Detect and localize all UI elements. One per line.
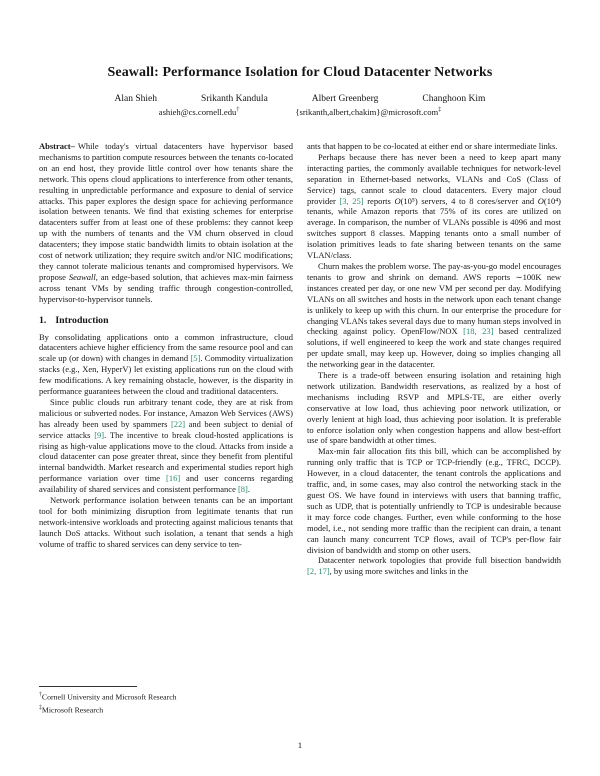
- paragraph: Datacenter network topologies that provide full bisection bandwidth [2, 17], by using more switches and links in the: [307, 555, 561, 577]
- paragraph: By consolidating applications onto a common infrastructure, cloud datacenters achieve higher efficiency from the same resource pool and can scale up (or down) with changes in demand [5]. Commodity virtualization stacks (e.g., Xen, HyperV) let existing applications run on the cloud with few modifications. A key remaining obstacle, however, is the disparity in performance guarantees between the cloud and traditional datacenters.: [39, 331, 293, 397]
- emails-row: [39, 107, 561, 117]
- section-title: Introduction: [55, 314, 109, 326]
- abstract-label: Abstract–: [39, 141, 75, 151]
- paragraph: Max-min fair allocation fits this bill, which can be accomplished by running only traffic that is TCP or TCP-friendly (e.g., TFRC, DCCP). However, in a cloud datacenter, the tenant controls the applications and traffic, and, in some cases, may also control the networking stack in the guest OS. We have found in interviews with users that banning traffic, such as UDP, that is potentially unfriendly to TCP is undesirable because it may force code changes. Further, even while conforming to the hose model, i.e., not sending more traffic than the recipient can drain, a tenant can launch many concurrent TCP flows, avail of TCP's per-flow fair division of bandwidth and stomp on other users.: [307, 446, 561, 555]
- paragraph: There is a trade-off between ensuring isolation and retaining high network utilization. Bandwidth reservations, as realized by a host of mechanisms including RSVP and MPLS-TE, are either overly conservative at low load, thus achieving poor network utilization, or overly lenient at high load, thus achieving poor isolation. It is preferable to enforce isolation only when congestion happens and allow best-effort use of spare bandwidth at other times.: [307, 370, 561, 446]
- two-column-body: [39, 141, 561, 577]
- author-email: {srikanth,albert,chakim}@microsoft.com‡: [295, 107, 442, 117]
- citation-link[interactable]: [22]: [170, 418, 186, 429]
- page-number: 1: [297, 740, 303, 750]
- citation-link[interactable]: [5]: [190, 353, 201, 364]
- footnotes-block: [39, 686, 293, 715]
- author-email: ashieh@cs.cornell.edu†: [158, 107, 240, 117]
- footnote: †Cornell University and Microsoft Research: [39, 692, 177, 702]
- author-name: Changhoon Kim: [422, 94, 486, 104]
- authors-row: [39, 94, 561, 104]
- author-name: Alan Shieh: [114, 94, 158, 104]
- paragraph: Network performance isolation between tenants can be an important tool for both minimizing disruption from legitimate tenants that run network-intensive workloads and protecting against malicious tenants that launch DoS attacks. Without such isolation, a tenant that sends a high volume of traffic to shared services can deny service to ten-: [39, 495, 293, 549]
- author-name: Srikanth Kandula: [201, 94, 268, 104]
- affiliation-marker: †: [236, 107, 240, 114]
- affiliation-marker: ‡: [438, 107, 442, 114]
- footnote: ‡Microsoft Research: [39, 704, 104, 715]
- paragraph: Churn makes the problem worse. The pay-as-you-go model encourages tenants to grow and shrink on demand. AWS reports ∼100K new instances created per day, or one new VM per second per day. Modifying VLANs on all switches and hosts in the network upon each tenant change is unlikely to keep up with this churn. In our enterprise the procedure for changing VLANs takes several days due to many human steps involved in checking against policy. OpenFlow/NOX [18, 23] based centralized solutions, if well engineered to keep the work and state changes required per update small, may keep up. However, doing so implies changing all the networking gear in the datacenter.: [307, 260, 561, 370]
- paragraph: ants that happen to be co-located at either end or share intermediate links.: [307, 141, 558, 151]
- citation-link[interactable]: [3, 25]: [339, 195, 364, 206]
- abstract: [39, 141, 293, 305]
- section-heading: [39, 316, 293, 327]
- footnote-rule: [39, 686, 137, 687]
- paragraph: Perhaps because there has never been a need to keep apart many interacting parties, the commonly available techniques for network-level separation in Ethernet-based networks, VLANs and CoS (Class of Service) tags, cannot scale to cloud datacenters. Every major cloud provider [3, 25] reports O(10⁵) servers, 4 to 8 cores/server and O(10⁴) tenants, while Amazon reports that 75% of its cores are utilized on average. In comparison, the number of VLANs possible is 4096 and most switches support 8 classes. Mapping tenants onto a small number of isolation primitives leads to fate sharing between tenants on the same VLAN/class.: [307, 151, 561, 261]
- author-name: Albert Greenberg: [311, 94, 379, 104]
- citation-link[interactable]: [8]: [237, 484, 248, 495]
- column-right: [307, 141, 561, 577]
- column-left: [39, 141, 293, 577]
- footnote-marker: †: [39, 692, 42, 698]
- section-number: 1.: [39, 314, 47, 326]
- citation-link[interactable]: [9]: [94, 429, 105, 440]
- citation-link[interactable]: [18, 23]: [463, 326, 494, 337]
- citation-link[interactable]: [16]: [165, 473, 181, 484]
- paragraph: Since public clouds run arbitrary tenant code, they are at risk from malicious or subverted nodes. For instance, Amazon Web Services (AWS) has already been used by spammers [22] and been subject to denial of service attacks [9]. The incentive to break cloud-hosted applications is rising as high-value applications move to the cloud. Attacks from inside a cloud datacenter can pose greater threat, since they benefit from plentiful internal bandwidth. Market research and experimental studies report high performance variation over time [16] and user concerns regarding availability of shared services and consistent performance [8].: [39, 396, 293, 495]
- footnote-marker: ‡: [39, 704, 42, 711]
- citation-link[interactable]: [2, 17]: [307, 566, 330, 577]
- paper-title: Seawall: Performance Isolation for Cloud Datacenter Networks: [107, 65, 493, 80]
- abstract-text: While today's virtual datacenters have hypervisor based mechanisms to partition compute resources between the tenants co-located on an end host, they provide little control over how tenants share the network. This opens cloud applications to interference from other tenants, resulting in unpredictable performance and exposure to denial of service attacks. This paper explores the design space for achieving performance isolation between tenants. We find that existing schemes for enterprise datacenters suffer from at least one of these problems: they cannot keep up with the numbers of tenants and the VM churn observed in cloud datacenters; they impose static bandwidth limits to obtain isolation at the cost of network utilization; they require switch and/or NIC modifications; they cannot tolerate malicious tenants and compromised hypervisors. We propose Seawall, an edge-based solution, that achieves max-min fairness across tenant VMs by sending traffic through congestion-controlled, hypervisor-to-hypervisor tunnels.: [39, 141, 293, 304]
